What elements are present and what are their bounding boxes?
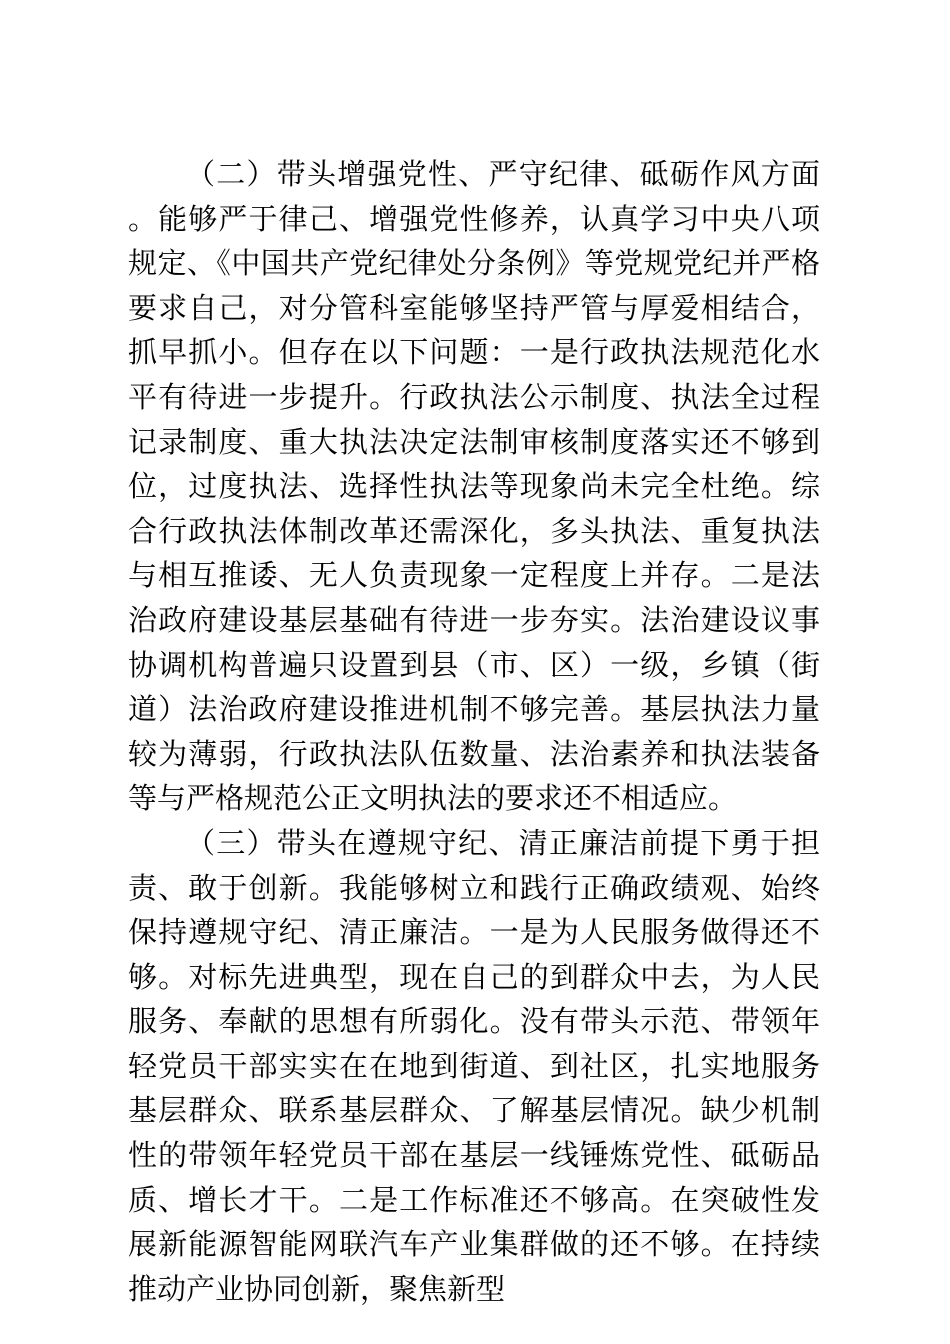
document-page [128, 152, 820, 1311]
paragraph-section-two: （二）带头增强党性、严守纪律、砥砺作风方面。能够严于律己、增强党性修养，认真学习中央八项规定、《中国共产党纪律处分条例》等党规党纪并严格要求自己，对分管科室能够坚持严管与厚爱相结合，抓早抓小。但存在以下问题：一是行政执法规范化水平有待进一步提升。行政执法公示制度、执法全过程记录制度、重大执法决定法制审核制度落实还不够到位，过度执法、选择性执法等现象尚未完全杜绝。综合行政执法体制改革还需深化，多头执法、重复执法与相互推诿、无人负责现象一定程度上并存。二是法治政府建设基层基础有待进一步夯实。法治建设议事协调机构普遍只设置到县（市、区）一级，乡镇（街道）法治政府建设推进机制不够完善。基层执法力量较为薄弱，行政执法队伍数量、法治素养和执法装备等与严格规范公正文明执法的要求还不相适应。 [128, 157, 820, 816]
paragraph-section-three: （三）带头在遵规守纪、清正廉洁前提下勇于担责、敢于创新。我能够树立和践行正确政绩观、始终保持遵规守纪、清正廉洁。一是为人民服务做得还不够。对标先进典型，现在自己的到群众中去，为人民服务、奉献的思想有所弱化。没有带头示范、带领年轻党员干部实实在在地到街道、到社区，扎实地服务基层群众、联系基层群众、了解基层情况。缺少机制性的带领年轻党员干部在基层一线锤炼党性、砥砺品质、增长才干。二是工作标准还不够高。在突破性发展新能源智能网联汽车产业集群做的还不够。在持续推动产业协同创新，聚焦新型 [128, 825, 820, 1306]
